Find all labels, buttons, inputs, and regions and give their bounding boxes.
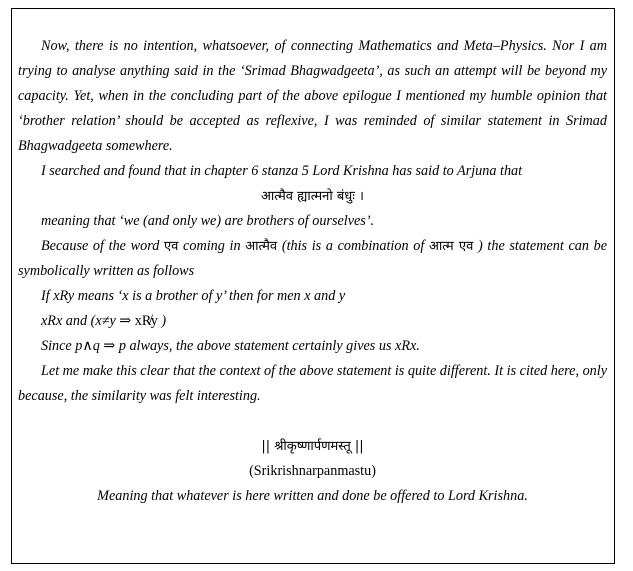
p4-text-4: ) the statement can be symbolically written as follows bbox=[18, 238, 608, 279]
formula-text-2: ) bbox=[157, 313, 167, 329]
closing-meaning: Meaning that whatever is here written and done be offered to Lord Krishna. bbox=[97, 488, 528, 504]
paragraph-definition: If xRy means ‘x is a brother of y’ then for men x and y bbox=[41, 288, 346, 304]
sanskrit-quote: आत्मैव ह्यात्मनो बंधुः । bbox=[261, 189, 364, 204]
devanagari-word-atmaiva: आत्मैव bbox=[245, 239, 278, 254]
document-body bbox=[18, 34, 607, 509]
paragraph-context: Let me make this clear that the context of the above statement is quite different. It is cited here, only because, the similarity was felt interesting. bbox=[18, 363, 607, 404]
paragraph-search: I searched and found that in chapter 6 stanza 5 Lord Krishna has said to Arjuna that bbox=[41, 163, 523, 179]
devanagari-word-atma-eva: आत्म एव bbox=[428, 239, 474, 254]
closing-sanskrit: || श्रीकृष्णार्पणमस्तू || bbox=[261, 439, 364, 454]
paragraph-word-combination bbox=[18, 234, 607, 284]
p4-text-3: (this is a combination of bbox=[277, 238, 429, 254]
paragraph-intro: Now, there is no intention, whatsoever, of connecting Mathematics and Meta–Physics. Nor I am trying to analyse anything said in the ‘Srimad Bhagwadgeeta’, as such an attempt will be beyond my capacity. Yet, when in the concluding part of the above epilogue I mentioned my humble opinion that ‘brother relation’ should be accepted as reflexive, I was reminded of similar statement in Srimad Bhagwadgeeta somewhere. bbox=[18, 38, 607, 154]
closing-transliteration: (Srikrishnarpanmastu) bbox=[249, 463, 376, 479]
spacer bbox=[18, 409, 607, 434]
p4-text-2: coming in bbox=[178, 238, 246, 254]
paragraph-meaning: meaning that ‘we (and only we) are brothers of ourselves’. bbox=[41, 213, 375, 229]
formula-not-related: xR̸y bbox=[134, 313, 158, 329]
paragraph-implication: Since p∧q ⇒ p always, the above statement certainly gives us xRx. bbox=[41, 338, 420, 354]
paragraph-formula bbox=[18, 309, 607, 334]
devanagari-word-eva: एव bbox=[163, 239, 179, 254]
p4-text-1: Because of the word bbox=[41, 238, 164, 254]
formula-text-1: xRx and (x≠y ⇒ bbox=[41, 313, 135, 329]
